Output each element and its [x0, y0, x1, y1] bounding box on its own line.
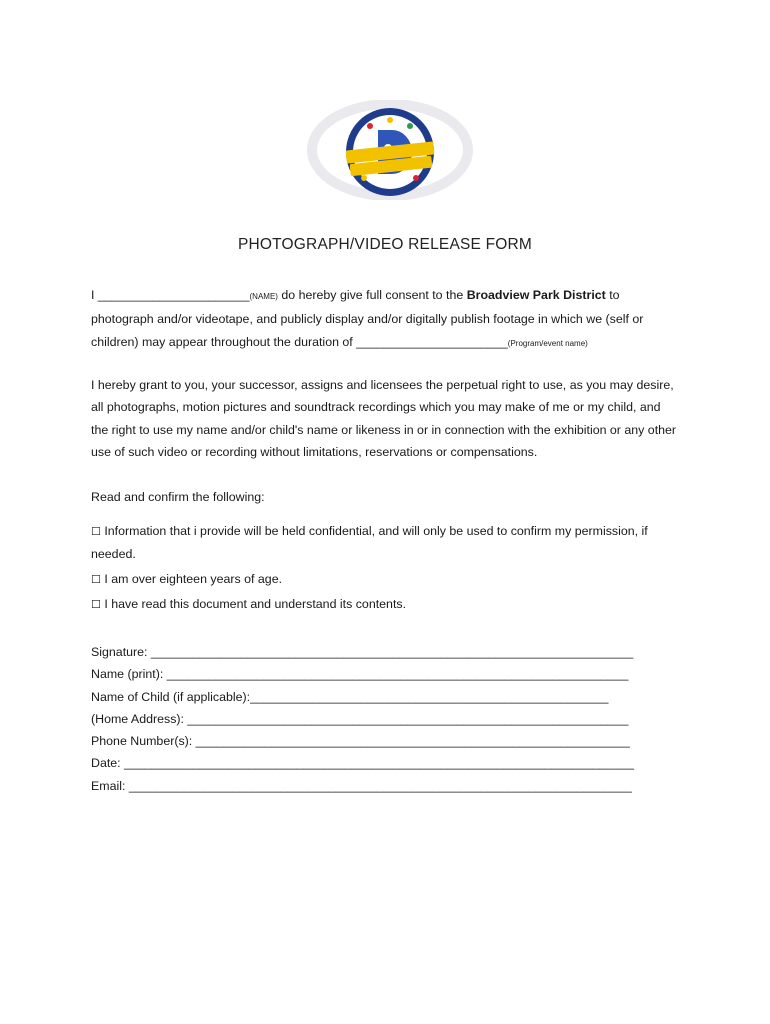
logo-activity-icon: [361, 175, 367, 181]
form-title: PHOTOGRAPH/VIDEO RELEASE FORM: [237, 236, 533, 253]
signature-fields: [91, 641, 634, 797]
consent-rest: to photograph and/or videotape, and publicly display and/or digitally publish footage in which we (self or children) may appear throughout the duration of ______________________: [91, 288, 644, 349]
checklist-item: [91, 593, 681, 616]
logo-activity-icon: [367, 123, 373, 129]
confirm-checklist: [91, 520, 681, 616]
consent-prefix: I ______________________: [91, 288, 250, 302]
checklist-label: I am over eighteen years of age.: [104, 571, 283, 586]
name-print-field[interactable]: Name (print): ___________________________________________________________________: [91, 667, 629, 682]
home-address-field[interactable]: (Home Address): ________________________________________________________________: [91, 711, 629, 726]
checkbox-confidential[interactable]: ☐: [91, 525, 101, 538]
broadview-park-district-logo: [306, 100, 474, 212]
checklist-item: [91, 520, 681, 566]
logo-tagline-strip: [316, 200, 464, 209]
consent-mid: do hereby give full consent to the: [277, 288, 467, 302]
checklist-item: [91, 568, 681, 591]
logo-activity-icon: [407, 123, 413, 129]
child-name-field[interactable]: Name of Child (if applicable):____________________________________________________: [91, 689, 609, 704]
consent-paragraph: [91, 284, 671, 355]
checklist-label: Information that i provide will be held confidential, and will only be used to confirm my permission, if needed.: [91, 524, 648, 562]
date-field[interactable]: Date: __________________________________________________________________________: [91, 756, 634, 771]
name-tag: (NAME): [249, 292, 278, 301]
checkbox-over-eighteen[interactable]: ☐: [91, 572, 101, 586]
email-field[interactable]: Email: _________________________________________________________________________: [91, 778, 632, 793]
signature-field[interactable]: Signature: ______________________________________________________________________: [91, 645, 634, 659]
checkbox-read-document[interactable]: ☐: [91, 597, 101, 611]
checklist-label: I have read this document and understand its contents.: [104, 596, 407, 611]
phone-number-field[interactable]: Phone Number(s): _______________________________________________________________: [91, 734, 630, 749]
read-confirm-heading: Read and confirm the following:: [91, 490, 265, 504]
grant-paragraph: I hereby grant to you, your successor, assigns and licensees the perpetual right to use, as you may desire, all photographs, motion pictures and soundtrack recordings which you may make of me or my child, and the right to use my name and/or child's name or likeness in or in connection with the exhibition or any other use of such video or recording without limitations, reservations or compensations.: [91, 378, 677, 459]
organization-name: Broadview Park District: [466, 288, 606, 302]
program-tag: (Program/event name): [507, 338, 588, 348]
logo-activity-icon: [413, 175, 419, 181]
logo-activity-icon: [387, 117, 393, 123]
